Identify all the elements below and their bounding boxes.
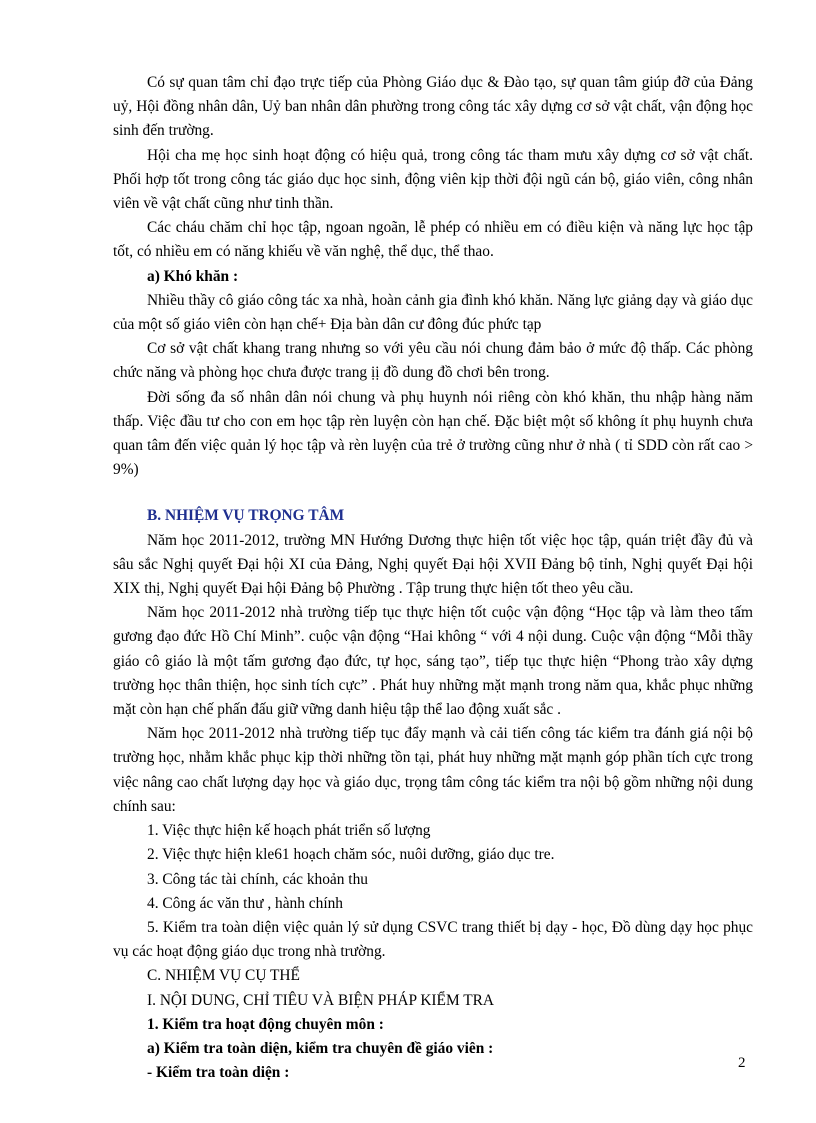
section-b-paragraph-3: Năm học 2011-2012 nhà trường tiếp tục đẩy mạnh và cải tiến công tác kiểm tra đánh giá nội bộ trường học, nhằm khắc phục kịp thời những tồn tại, phát huy những mặt mạnh góp phần tích cực trong việc nâng cao chất lượng dạy học và giáo dục, trọng tâm công tác kiểm tra nội bộ gồm những nội dung chính sau: [113,725,753,815]
section-c1-heading: I. NỘI DUNG, CHỈ TIÊU VÀ BIỆN PHÁP KIỂM TRA [147,991,494,1009]
difficulties-paragraph-3: Đời sống đa số nhân dân nói chung và phụ huynh nói riêng còn khó khăn, thu nhập hàng năm thấp. Việc đầu tư cho con em học tập rèn luyện còn hạn chế. Đặc biệt một số không ít phụ huynh chưa quan tâm đến việc quản lý học tập và rèn luyện của trẻ ở trường cũng như ở nhà ( tỉ SDD còn rất cao > 9%) [113,388,753,479]
subheading-professional-check: 1. Kiểm tra hoạt động chuyên môn : [147,1015,384,1033]
subheading-overall-check: - Kiểm tra toàn diện : [147,1064,290,1082]
difficulties-paragraph-2: Cơ sở vật chất khang trang nhưng so với yêu cầu nói chung đảm bảo ở mức độ thấp. Các phòng chức năng và phòng học chưa được trang ịị đồ dung đồ chơi bên trong. [113,340,753,382]
intro-paragraph-1: Có sự quan tâm chỉ đạo trực tiếp của Phòng Giáo dục & Đào tạo, sự quan tâm giúp đỡ của Đảng uỷ, Hội đồng nhân dân, Uỷ ban nhân dân phường trong công tác xây dựng cơ sở vật chất, vận động học sinh đến trường. [113,74,753,140]
difficulties-heading: a) Khó khăn : [147,267,239,285]
page-number: 2 [738,1055,746,1071]
subheading-teacher-check: a) Kiểm tra toàn diện, kiểm tra chuyên đề giáo viên : [147,1039,494,1057]
difficulties-paragraph-1: Nhiều thầy cô giáo công tác xa nhà, hoàn cảnh gia đình khó khăn. Năng lực giảng dạy và giáo dục của một số giáo viên còn hạn chế+ Địa bàn dân cư đông đúc phức tạp [113,291,753,334]
section-c-heading: C. NHIỆM VỤ CỤ THỂ [147,967,300,985]
section-b-paragraph-1: Năm học 2011-2012, trường MN Hướng Dương thực hiện tốt việc học tập, quán triệt đầy đủ và sâu sắc Nghị quyết Đại hội XI của Đảng, Nghị quyết Đại hội XVII Đảng bộ tỉnh, Nghị quyết Đại hội XIX thị, Nghị quyết Đại hội Đảng bộ Phường . Tập trung thực hiện tốt theo yêu cầu. [113,531,753,598]
section-b-heading: B. NHIỆM VỤ TRỌNG TÂM [147,507,345,525]
list-item: 4. Công ác văn thư , hành chính [147,894,343,912]
list-item: 5. Kiểm tra toàn diện việc quản lý sử dụng CSVC trang thiết bị dạy - học, Đồ dùng dạy học phục vụ các hoạt động giáo dục trong nhà trường. [113,918,753,961]
page-content [113,71,753,1085]
list-item: 3. Công tác tài chính, các khoản thu [147,870,368,888]
section-b-paragraph-2: Năm học 2011-2012 nhà trường tiếp tục thực hiện tốt cuộc vận động “Học tập và làm theo tấm gương đạo đức Hồ Chí Minh”. cuộc vận động “Hai không “ với 4 nội dung. Cuộc vận động “Mỗi thầy giáo cô giáo là một tấm gương đạo đức, tự học, sáng tạo”, tiếp tục thực hiện “Phong trào xây dựng trường học thân thiện, học sinh tích cực” . Phát huy những mặt mạnh trong năm qua, khắc phục những mặt còn hạn chế phấn đấu giữ vững danh hiệu tập thể lao động xuất sắc . [113,604,753,719]
list-item: 1. Việc thực hiện kế hoạch phát triển số lượng [147,822,431,840]
intro-paragraph-2: Hội cha mẹ học sinh hoạt động có hiệu quả, trong công tác tham mưu xây dựng cơ sở vật chất. Phối hợp tốt trong công tác giáo dục học sinh, động viên kịp thời đội ngũ cán bộ, giáo viên, công nhân viên về vật chất cũng như tinh thần. [113,146,753,213]
list-item: 2. Việc thực hiện kle61 hoạch chăm sóc, nuôi dưỡng, giáo dục tre. [147,846,555,864]
intro-paragraph-3: Các cháu chăm chỉ học tập, ngoan ngoãn, lễ phép có nhiều em có điều kiện và năng lực học tập tốt, có nhiều em có năng khiếu về văn nghệ, thể dục, thể thao. [113,219,753,261]
